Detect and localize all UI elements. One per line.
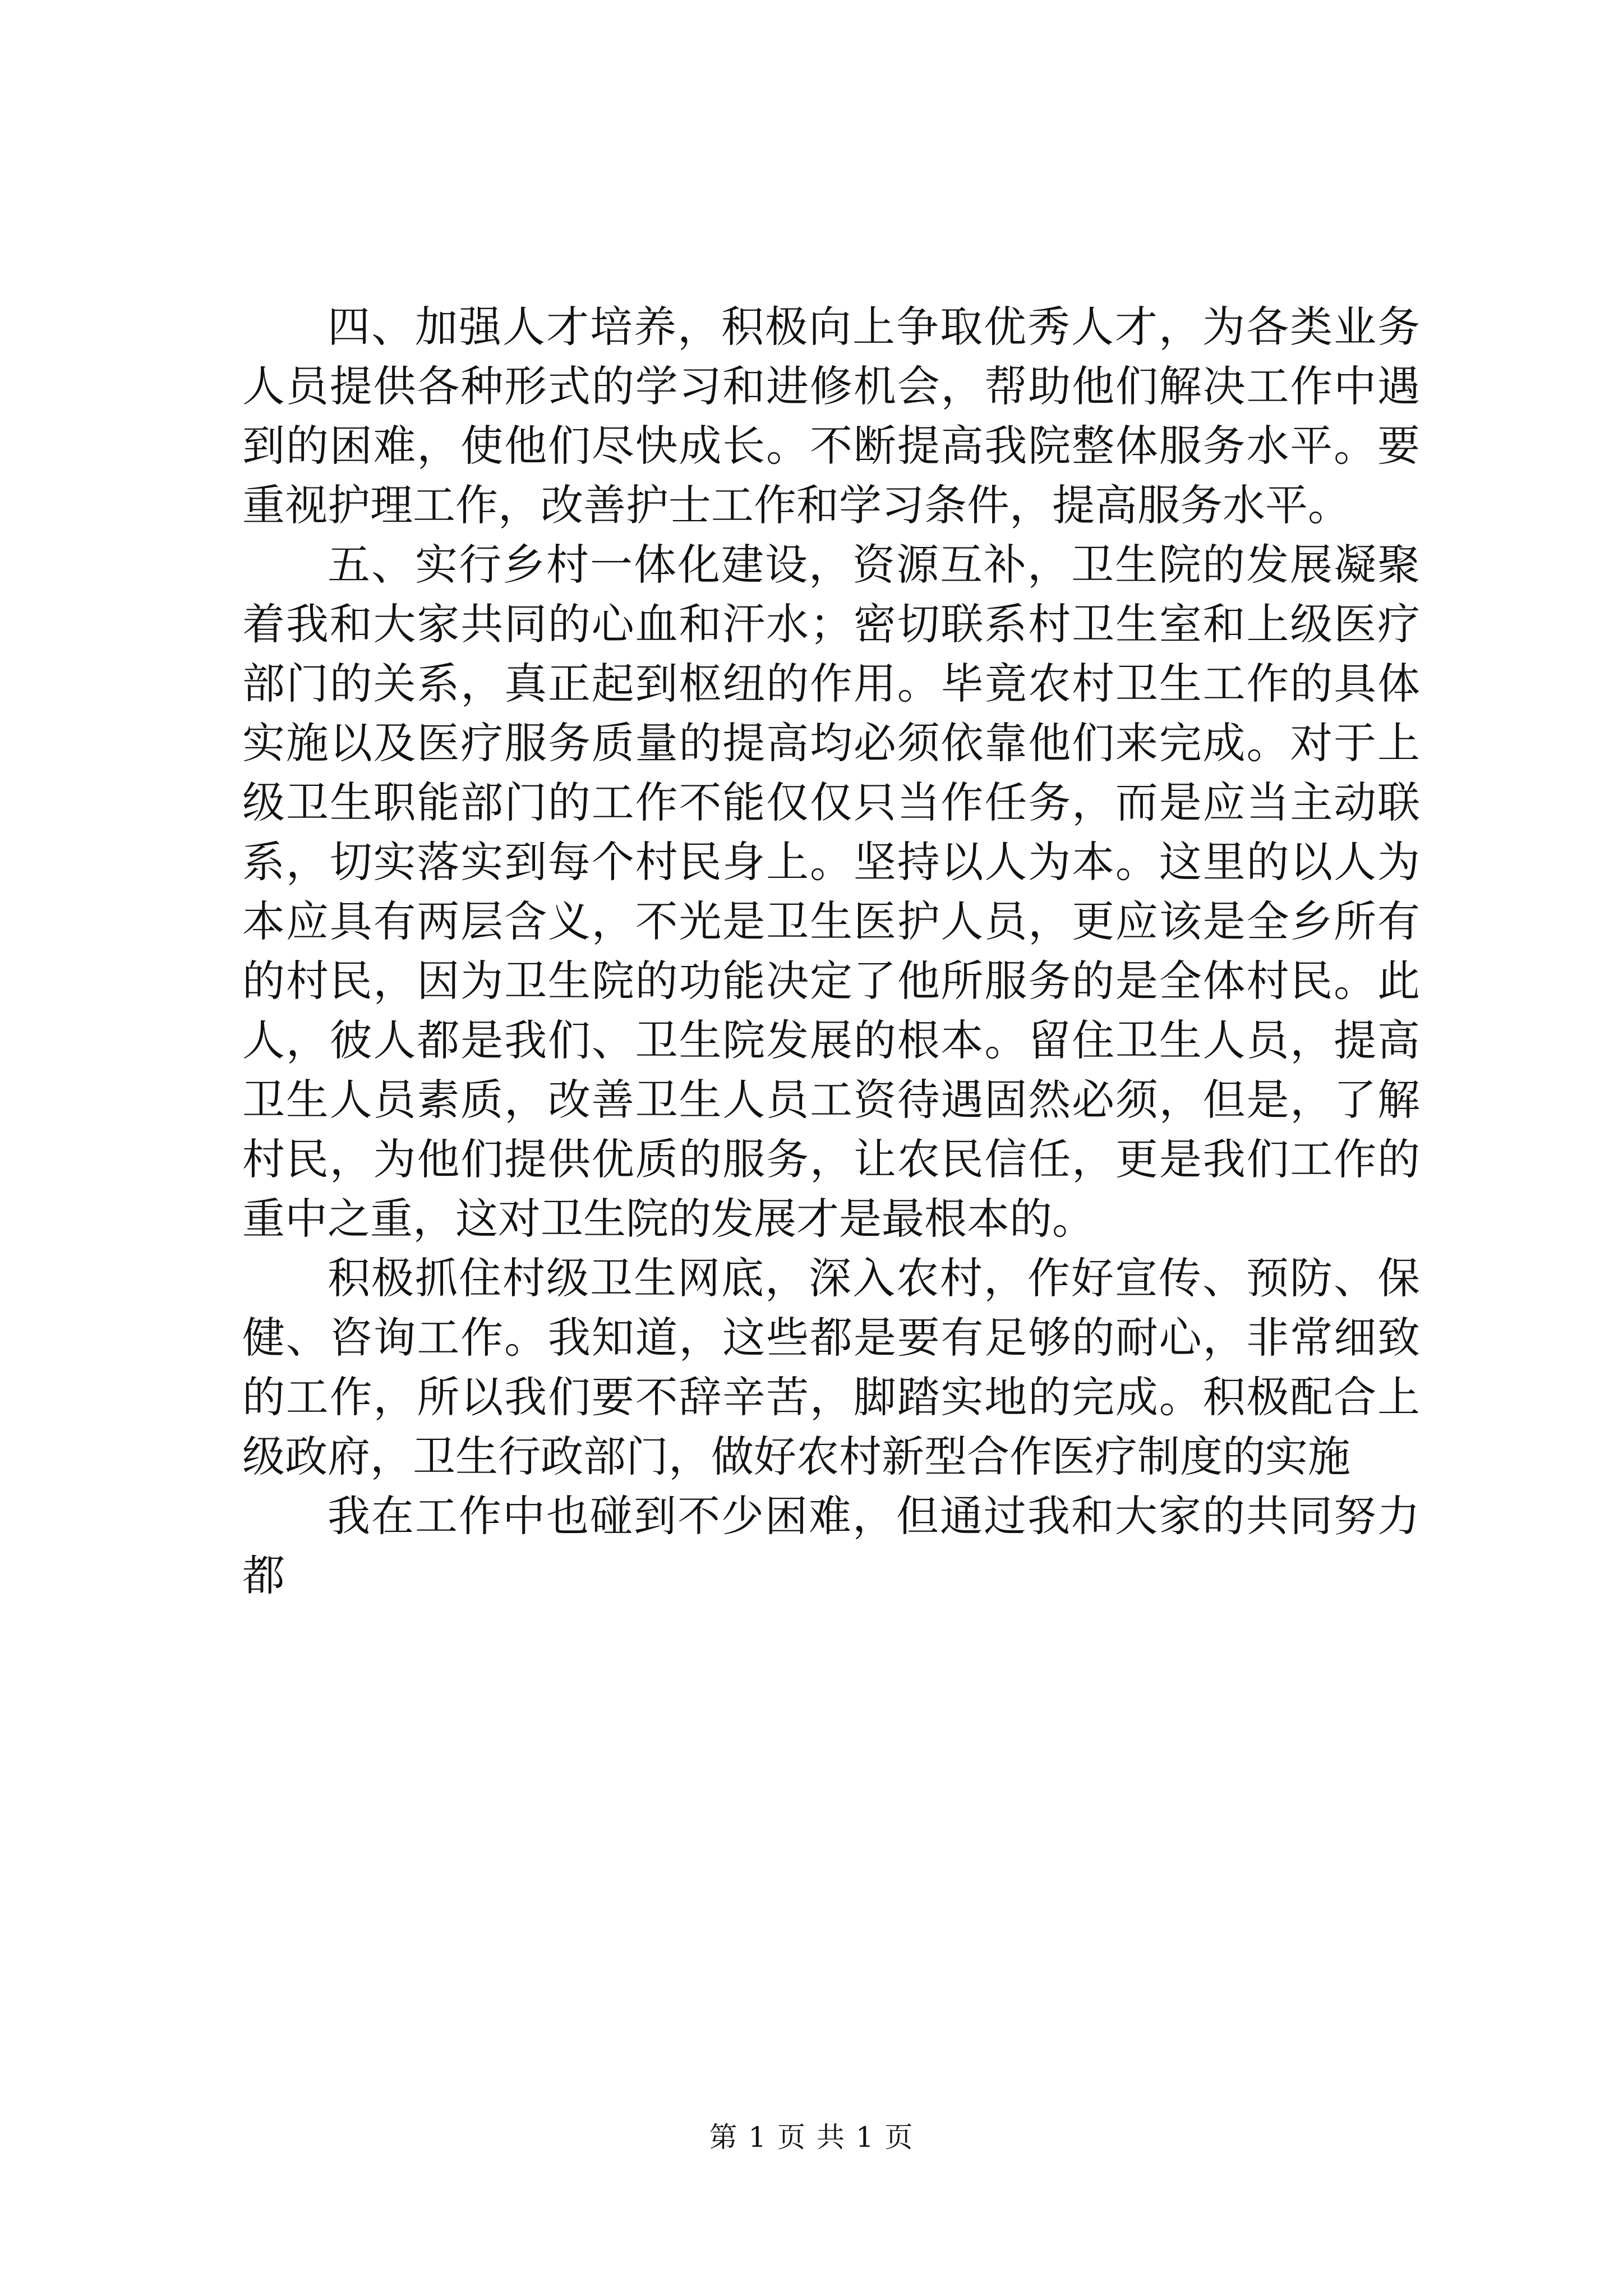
page-footer: 第 1 页 共 1 页 xyxy=(709,2121,914,2154)
document-body xyxy=(242,297,1420,1605)
paragraph-difficulties: 我在工作中也碰到不少困难，但通过我和大家的共同努力都 xyxy=(242,1491,1420,1600)
paragraph-rural-integration: 五、实行乡村一体化建设，资源互补，卫生院的发展凝聚着我和大家共同的心血和汗水；密切联系村卫生室和上级医疗部门的关系，真正起到枢纽的作用。毕竟农村卫生工作的具体实施以及医疗服务质量的提高均必须依靠他们来完成。对于上级卫生职能部门的工作不能仅仅只当作任务，而是应当主动联系，切实落实到每个村民身上。坚持以人为本。这里的以人为本应具有两层含义，不光是卫生医护人员，更应该是全乡所有的村民，因为卫生院的功能决定了他所服务的是全体村民。此人，彼人都是我们、卫生院发展的根本。留住卫生人员，提高卫生人员素质，改善卫生人员工资待遇固然必须，但是，了解村民，为他们提供优质的服务，让农民信任，更是我们工作的重中之重，这对卫生院的发展才是最根本的。 xyxy=(242,540,1420,1244)
paragraph-talent-training: 四、加强人才培养，积极向上争取优秀人才，为各类业务人员提供各种形式的学习和进修机会，帮助他们解决工作中遇到的困难，使他们尽快成长。不断提高我院整体服务水平。要重视护理工作，改善护士工作和学习条件，提高服务水平。 xyxy=(242,302,1420,530)
paragraph-village-health-network: 积极抓住村级卫生网底，深入农村，作好宣传、预防、保健、咨询工作。我知道，这些都是要有足够的耐心，非常细致的工作，所以我们要不辞辛苦，脚踏实地的完成。积极配合上级政府，卫生行政部门，做好农村新型合作医疗制度的实施 xyxy=(242,1253,1420,1481)
